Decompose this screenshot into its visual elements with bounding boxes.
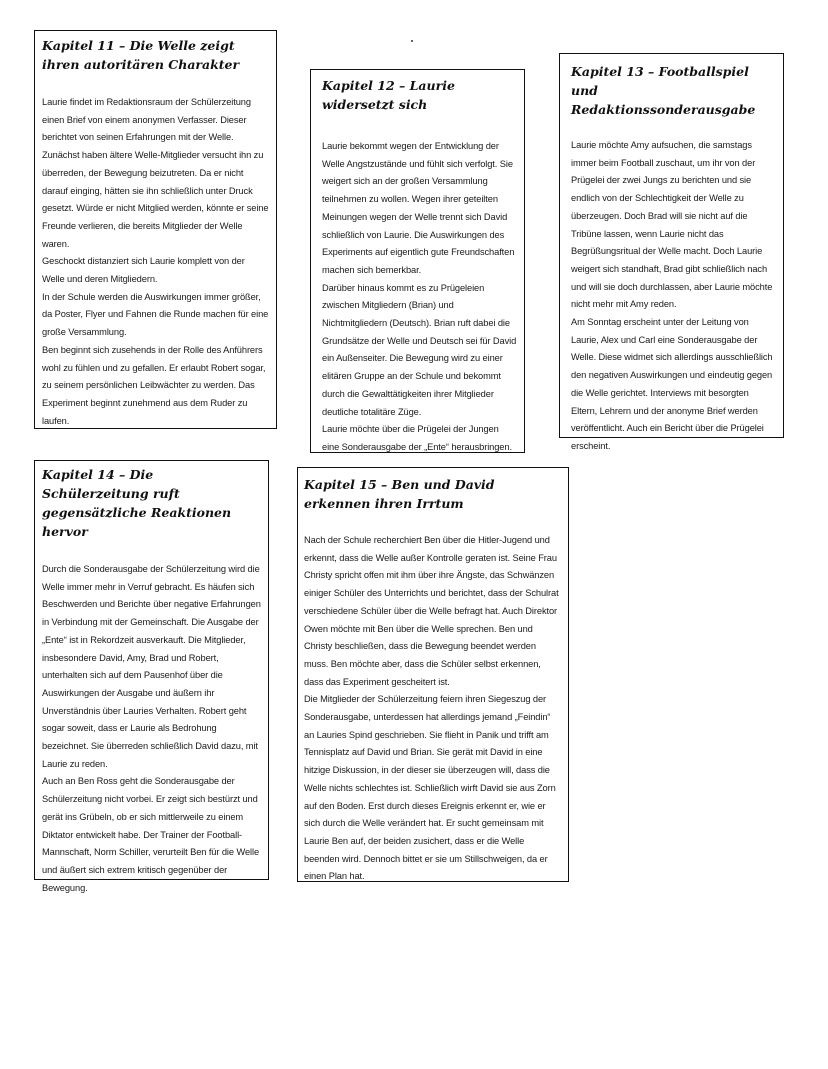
chapter-11-card [34,30,277,429]
chapter-15-text: Nach der Schule recherchiert Ben über die Hitler-Jugend und erkennt, dass die Welle außer Kontrolle geraten ist. Seine Frau Christy spricht offen mit ihm über ihre Ängste, das Schwänzen einiger Schüler des Unterrichts und berichtet, dass der Schulrat verschiedene Schüler über die Welle befragt hat. Auch Direktor Owen möchte mit Ben über die Welle sprechen. Ben und Christy beschließen, dass die Bewegung beendet werden muss. Ben möchte aber, dass die Schüler selbst erkennen, dass das Experiment gescheitert ist. Die Mitglieder der Schülerzeitung feiern ihren Siegeszug der Sonderausgabe, unterdessen hat allerdings jemand „Feindin“ an Lauries Spind geschrieben. Sie flieht in Panik und trifft am Tennisplatz auf David und Brian. Sie gerät mit David in eine hitzige Diskussion, in der dieser sie überzeugen will, dass die Welle nichts schlechtes ist. Schließlich wirft David sie aus Zorn auf den Boden. Erst durch dieses Ereignis erkennt er, wie er sich durch die Welle verändert hat. Er sucht gemeinsam mit Laurie Ben auf, der beiden zusichert, dass er die Welle beenden wird. Dennoch bittet er sie um Stillschweigen, da er einen Plan hat. [304,535,559,882]
chapter-13-card [559,53,784,451]
chapter-11-text: Laurie findet im Redaktionsraum der Schülerzeitung einen Brief von einem anonymen Verfasser. Dieser berichtet von seinen Erfahrungen mit der Welle. Zunächst haben ältere Welle-Mitglieder versucht ihn zu überreden, der Bewegung beizutreten. Da er nicht darauf einging, hätten sie ihn schließlich unter Druck gesetzt. Würde er nicht Mitglied werden, könnte er seine Freunde verlieren, die bereits Mitglieder der Welle waren. Geschockt distanziert sich Laurie komplett von der Welle und deren Mitgliedern. In der Schule werden die Auswirkungen immer größer, da Poster, Flyer und Fahnen die Runde machen für eine große Versammlung. Ben beginnt sich zusehends in der Rolle des Anführers wohl zu fühlen und zu gefallen. Er erlaubt Robert sogar, zu seinem persönlichen Leibwächter zu werden. Das Experiment beginnt zunehmend aus dem Ruder zu laufen. [42,97,269,426]
chapter-15-card [297,467,569,882]
stray-dot [411,40,413,42]
chapter-14-card [34,460,269,893]
chapter-12-title: Kapitel 12 – Laurie widersetzt sich [322,78,455,112]
chapter-12-card [310,69,525,453]
chapter-13-text: Laurie möchte Amy aufsuchen, die samstags immer beim Football zuschaut, um ihr von der Prügelei der zwei Jungs zu berichten und sie endlich von der Schlechtigkeit der Welle zu überzeugen. Doch Brad will sie nicht auf die Tribüne lassen, wenn Laurie nicht das Begrüßungsritual der Welle macht. Doch Laurie weigert sich standhaft, Brad gibt schließlich nach und will sie doch durchlassen, aber Laurie möchte nicht mehr mit Amy reden. Am Sonntag erscheint unter der Leitung von Laurie, Alex und Carl eine Sonderausgabe der Welle. Diese widmet sich allerdings ausschließlich den negativen Auswirkungen und eindeutig gegen die Welle gerichtet. Interviews mit besorgten Eltern, Lehrern und der anonyme Brief werden veröffentlicht. Auch ein Bericht über die Prügelei erscheint. [571,140,773,451]
chapter-15-title: Kapitel 15 – Ben und David erkennen ihren Irrtum [304,477,495,511]
chapter-14-text: Durch die Sonderausgabe der Schülerzeitung wird die Welle immer mehr in Verruf gebracht. Es häufen sich Beschwerden und Berichte über negative Erfahrungen in Verbindung mit der Gemeinschaft. Die Ausgabe der „Ente“ ist in Rekordzeit ausverkauft. Die Mitglieder, insbesondere David, Amy, Brad und Robert, unterhalten sich auf dem Pausenhof über die Auswirkungen der Ausgabe und äußern ihr Unverständnis über Lauries Verhalten. Robert geht sogar soweit, dass er Laurie als Bedrohung bezeichnet. Sie überreden schließlich David dazu, mit Laurie zu reden. Auch an Ben Ross geht die Sonderausgabe der Schülerzeitung nicht vorbei. Er zeigt sich bestürzt und gerät ins Grübeln, ob er sich mittlerweile zu einem Diktator entwickelt habe. Der Trainer der Football-Mannschaft, Norm Schiller, verurteilt Ben für die Welle und äußert sich extrem kritisch gegenüber der Bewegung. [42,564,261,893]
chapter-12-text: Laurie bekommt wegen der Entwicklung der Welle Angstzustände und fühlt sich verfolgt. Sie weigert sich an der großen Versammlung teilnehmen zu wollen. Wegen ihrer geteilten Meinungen wegen der Welle trennt sich David schließlich von Laurie. Die Auswirkungen des Experiments auf eigentlich gute Freundschaften machen sich bemerkbar. Darüber hinaus kommt es zu Prügeleien zwischen Mitgliedern (Brian) und Nichtmitgliedern (Deutsch). Brian ruft dabei die Grundsätze der Welle und Deutsch sei für David ein Außenseiter. Die Bewegung wird zu einer elitären Gruppe an der Schule und bekommt durch die Gewalttätigkeiten ihrer Mitglieder deutliche totalitäre Züge. Laurie möchte über die Prügelei der Jungen eine Sonderausgabe der „Ente“ herausbringen. [322,141,517,452]
chapter-13-title: Kapitel 13 – Footballspiel und Redaktionssonderausgabe [571,64,756,117]
chapter-14-title: Kapitel 14 – Die Schülerzeitung ruft gegensätzliche Reaktionen hervor [42,467,232,539]
chapter-11-title: Kapitel 11 – Die Welle zeigt ihren autoritären Charakter [42,38,240,72]
